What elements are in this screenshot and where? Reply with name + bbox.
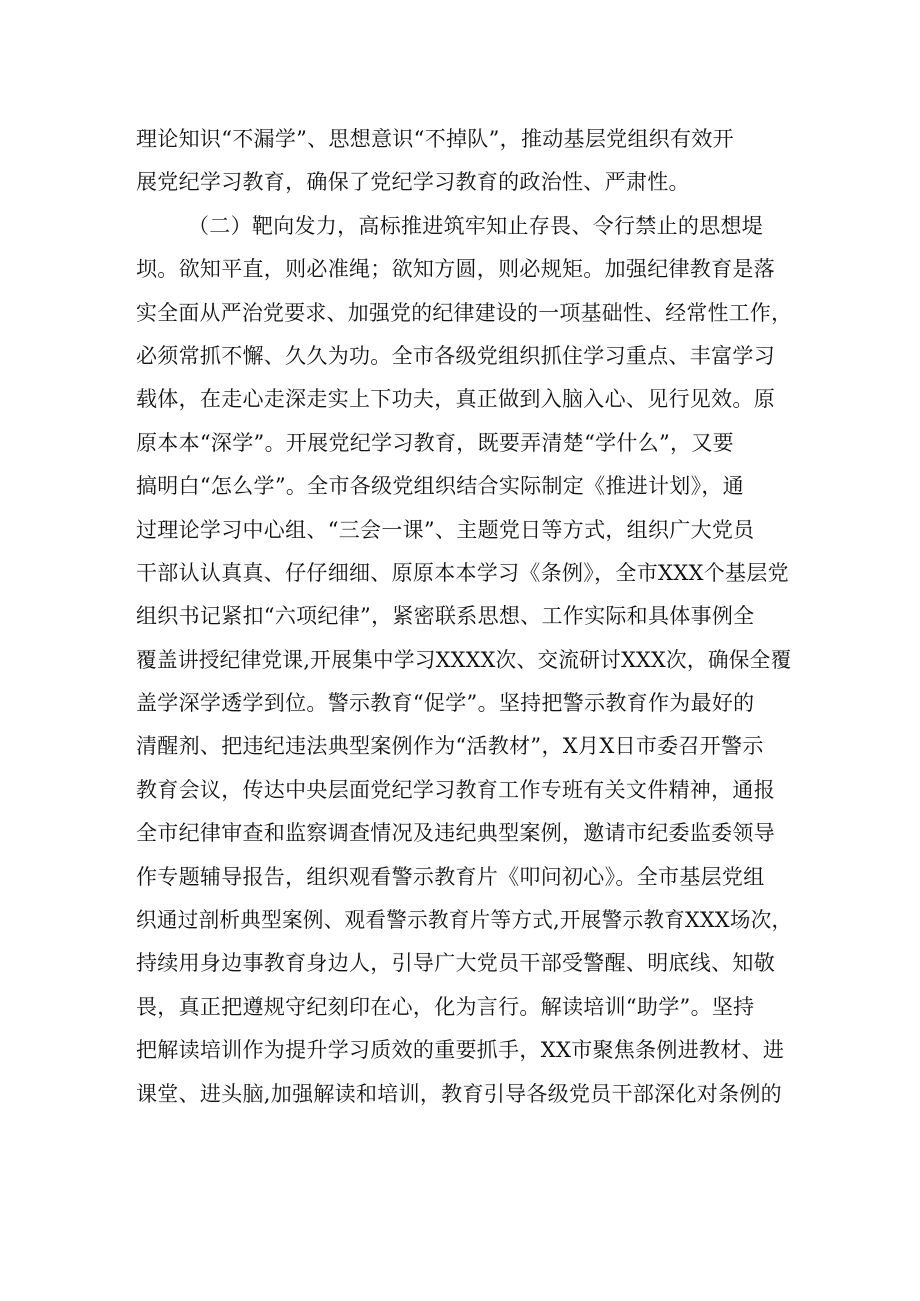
text-line: 干部认认真真、仔仔细细、原原本本学习《条例》，全市XXX个基层党 <box>136 560 789 585</box>
text-line: 教育会议，传达中央层面党纪学习教育工作专班有关文件精神，通报 <box>136 777 775 802</box>
text-line: 坝。欲知平直，则必准绳；欲知方圆，则必规矩。加强纪律教育是落 <box>136 257 775 282</box>
text-line: 原本本“深学”。开展党纪学习教育，既要弄清楚“学什么”，又要 <box>136 430 734 455</box>
text-line: 搞明白“怎么学”。全市各级党组织结合实际制定《推进计划》，通 <box>136 474 744 499</box>
text-line: 把解读培训作为提升学习质效的重要抓手，XX市聚焦条例进教材、进 <box>136 1038 785 1063</box>
text-line: 组织书记紧扣“六项纪律”，紧密联系思想、工作实际和具体事例全 <box>136 604 755 629</box>
text-line: 过理论学习中心组、“三会一课”、主题党日等方式，组织广大党员 <box>136 517 755 542</box>
text-line: 载体，在走心走深走实上下功夫，真正做到入脑入心、见行见效。原 <box>136 387 775 412</box>
text-line: 持续用身边事教育身边人，引导广大党员干部受警醒、明底线、知敬 <box>136 951 775 976</box>
text-line: 作专题辅导报告，组织观看警示教育片《叩问初心》。全市基层党组 <box>136 864 765 889</box>
text-line: 必须常抓不懈、久久为功。全市各级党组织抓住学习重点、丰富学习 <box>136 343 775 368</box>
text-line: 盖学深学透学到位。警示教育“促学”。坚持把警示教育作为最好的 <box>136 691 755 716</box>
text-line: 课堂、进头脑,加强解读和培训，教育引导各级党员干部深化对条例的 <box>136 1081 782 1106</box>
text-line: 覆盖讲授纪律党课,开展集中学习XXXX次、交流研讨XXX次，确保全覆 <box>136 647 792 672</box>
text-line: 实全面从严治党要求、加强党的纪律建设的一项基础性、经常性工作， <box>136 300 793 325</box>
text-line: 理论知识“不漏学”、思想意识“不掉队”，推动基层党组织有效开 <box>136 127 734 151</box>
text-line: 清醒剂、把违纪违法典型案例作为“活教材”，X月X日市委召开警示 <box>136 734 764 759</box>
section-heading-line: （二）靶向发力，高标推进筑牢知止存畏、令行禁止的思想堤 <box>188 213 764 238</box>
text-line: 织通过剖析典型案例、观看警示教育片等方式,开展警示教育XXX场次， <box>136 908 793 933</box>
text-line: 畏，真正把遵规守纪刻印在心，化为言行。解读培训“助学”。坚持 <box>136 994 755 1019</box>
body-text <box>136 118 792 1116</box>
text-line: 全市纪律审查和监察调查情况及违纪典型案例，邀请市纪委监委领导 <box>136 821 775 846</box>
text-line: 展党纪学习教育，确保了党纪学习教育的政治性、严肃性。 <box>136 170 690 195</box>
